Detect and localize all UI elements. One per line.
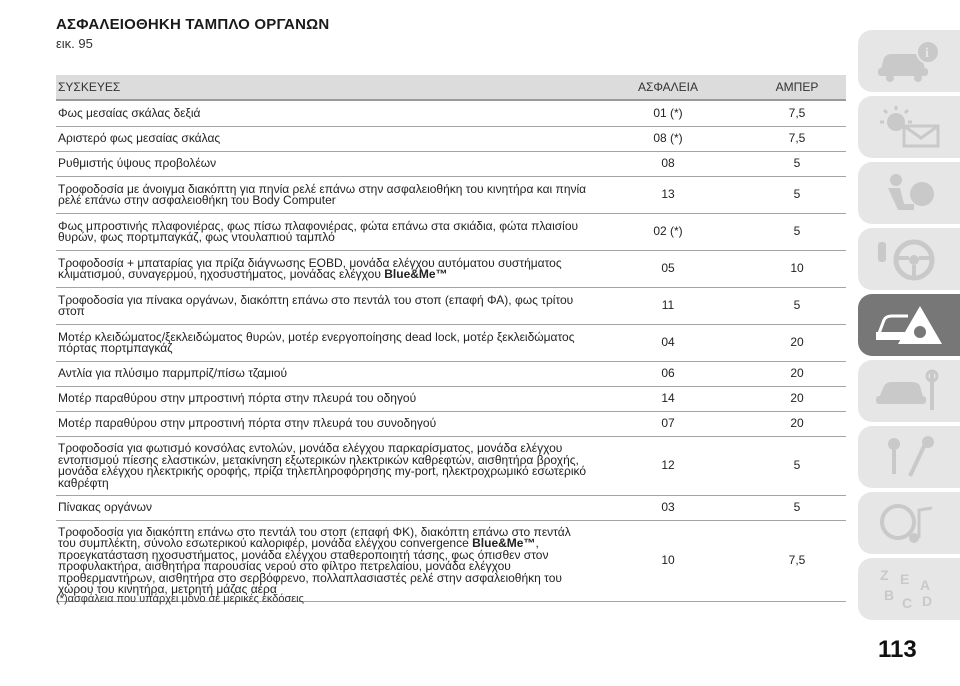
tab-car-service[interactable] [858,360,960,422]
brand-name: Blue&Me™ [384,267,448,281]
index-letters-icon [874,566,944,612]
device-cell: Πίνακας οργάνων [58,500,152,515]
device-cell: Φως μπροστινής πλαφονιέρας, φως πίσω πλαφονιέρας, φώτα επάνω στα σκιάδια, φώτα πλαισίου θυρών, φως πορτμπαγκάζ, φως ντουλαπιού ταμπλό [58,218,579,244]
svg-text:C: C [902,595,913,611]
footnote: (*)ασφάλεια που υπάρχει μόνο σε μερικές εκδόσεις [56,593,304,605]
svg-text:A: A [920,577,931,593]
amp-cell: 7,5 [788,131,806,146]
column-header-fuse: ΑΣΦΑΛΕΙΑ [637,80,698,94]
device-cell: Μοτέρ παραθύρου στην μπροστινή πόρτα στην πλευρά του οδηγού [58,391,417,406]
column-header-amp: ΑΜΠΕΡ [775,80,819,94]
device-cell: Τροφοδοσία με άνοιγμα διακόπτη για πηνία ρελέ επάνω στην ασφαλειοθήκη του κινητήρα και πηνία ρελέ επάνω στην ασφαλειοθήκη του Body Computer [58,181,587,207]
amp-cell: 5 [793,500,801,515]
amp-cell: 5 [793,156,801,171]
fuse-cell: 01 (*) [653,105,683,120]
settings-tools-icon [874,434,944,480]
tab-car-info[interactable] [858,30,960,92]
device-cell [56,524,588,596]
chapter-sidebar [858,30,960,620]
brand-name: Blue&Me™ [472,536,536,550]
car-service-icon [874,368,944,414]
tab-warning-lights[interactable] [858,96,960,158]
page-number: 113 [878,636,917,663]
table-row [56,325,846,362]
fuse-table [56,75,846,602]
amp-cell: 7,5 [788,105,806,120]
fuse-cell: 08 (*) [653,131,683,146]
amp-cell: 20 [790,335,804,350]
table-row [56,496,846,521]
fuse-cell: 06 [661,366,675,381]
amp-cell: 5 [793,458,801,473]
tab-airbag-seat[interactable] [858,162,960,224]
svg-text:E: E [900,571,910,587]
airbag-seat-icon [874,170,944,216]
fuse-cell: 13 [661,187,675,202]
amp-cell: 20 [790,366,804,381]
tab-music[interactable] [858,492,960,554]
svg-text:i: i [925,46,929,61]
device-text-prefix: Τροφοδοσία για διακόπτη επάνω στο πεντάλ του στοπ (επαφή ΦΚ), διακόπτη επάνω στο πεντάλ του συμπλέκτη, σύνολο εσωτερικού καλοριφέρ, μονάδα ελέγχου convergence [58,524,571,550]
device-cell: Μοτέρ παραθύρου στην μπροστινή πόρτα στην πλευρά του συνοδηγού [58,416,437,431]
device-cell: Τροφοδοσία για πίνακα οργάνων, διακόπτη επάνω στο πεντάλ του στοπ (επαφή ΦΑ), φως τρίτου στοπ [58,292,574,318]
tab-emergency[interactable] [858,294,960,356]
table-row [56,521,846,602]
svg-text:D: D [922,593,933,609]
fuse-cell: 04 [661,335,675,350]
table-row [56,362,846,387]
table-row [56,437,846,496]
fuse-cell: 10 [661,553,675,568]
device-text: , προεγκατάσταση ηχοσυστήματος, μονάδα ελέγχου σταθεροποιητή τάσης, φως όπισθεν στον προφυλακτήρα, αισθητήρα παρουσίας νερού στο φίλτρο πετρελαίου, μονάδα ελέγχου προθερμαντήρων, αισθητήρα στο σερβόφρενο, πολλαπλασιαστές ρελέ στην ασφαλειοθήκη του χώρου του κινητήρα, μετρητή μάζας αέρα [58,536,562,596]
svg-text:Z: Z [880,567,889,583]
tab-steering-wheel[interactable] [858,228,960,290]
device-cell: Φως μεσαίας σκάλας δεξιά [58,105,201,120]
page-title: ΑΣΦΑΛΕΙΟΘΗΚΗ ΤΑΜΠΛΟ ΟΡΓΑΝΩΝ [56,16,330,33]
fuse-cell: 14 [661,391,675,406]
table-row [56,177,846,214]
table-row [56,251,846,288]
amp-cell: 20 [790,391,804,406]
amp-cell: 5 [793,298,801,313]
table-row [56,214,846,251]
warning-lights-icon [874,104,944,150]
amp-cell: 5 [793,224,801,239]
device-cell: Αντλία για πλύσιμο παρμπρίζ/πίσω τζαμιού [58,366,288,381]
svg-text:B: B [884,587,895,603]
fuse-cell: 11 [661,298,675,313]
device-text: Τροφοδοσία + μπαταρίας για πρίζα διάγνωσης EOBD, μονάδα ελέγχου αυτόματου συστήματος κλιματισμού, συναγερμού, ηχοσυστήματος, μονάδας ελέγχου [58,255,562,281]
device-cell: Μοτέρ κλειδώματος/ξεκλειδώματος θυρών, μοτέρ ενεργοποίησης dead lock, μοτέρ ξεκλειδώματος πόρτας πορτμπαγκάζ [58,329,575,355]
fuse-cell: 07 [661,416,675,431]
fuse-cell: 03 [661,500,675,515]
steering-wheel-icon [874,236,944,282]
table-row [56,387,846,412]
table-row [56,127,846,152]
table-header [56,75,846,101]
table-row [56,152,846,177]
device-cell: Ρυθμιστής ύψους προβολέων [58,156,217,171]
amp-cell: 20 [790,416,804,431]
tab-index[interactable] [858,558,960,620]
fuse-cell: 12 [661,458,675,473]
tab-settings-tools[interactable] [858,426,960,488]
figure-reference: εικ. 95 [56,36,93,51]
music-icon [874,500,944,546]
device-cell [56,255,588,281]
column-header-devices: ΣΥΣΚΕΥΕΣ [58,80,121,94]
table-row [56,288,846,325]
device-cell: Αριστερό φως μεσαίας σκάλας [58,131,221,146]
table-row [56,101,846,127]
table-row [56,412,846,437]
fuse-cell: 05 [661,261,675,276]
car-info-icon [874,38,944,84]
fuse-cell: 02 (*) [653,224,683,239]
amp-cell: 5 [793,187,801,202]
fuse-cell: 08 [661,156,675,171]
amp-cell: 7,5 [788,553,806,568]
amp-cell: 10 [790,261,804,276]
device-cell: Τροφοδοσία για φωτισμό κονσόλας εντολών, μονάδα ελέγχου παρκαρίσματος, μονάδα ελέγχου εντοπισμού πίεσης ελαστικών, μετακίνηση εξωτερικών ηλεκτρικών καθρεφτών, αισθητήρα βροχής, μονάδα ελέγχου ηλεκτρικής οροφής, πρίζα τηλεπληροφόρησης my-port, ηλεκτροχρωμικό εσωτερικό καθρέφτη [58,441,587,490]
emergency-icon [874,302,944,348]
